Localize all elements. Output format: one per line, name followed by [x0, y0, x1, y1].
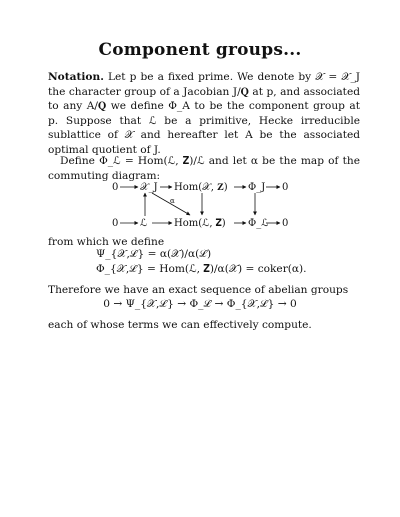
- notation-text: Let p be a fixed prime. We denote by 𝒳 = 𝒳_J the character group of a Jacobian J/𝐐 at p, and associated to any A/𝐐 we define Φ_A to be the component group at p. Suppose that ℒ be a primitive, Hecke irreducible sublattice of 𝒳 and hereafter let A be the associated optimal quotient of J.: [48, 71, 360, 156]
- exact-sequence-intro: Therefore we have an exact sequence of abelian groups: [48, 284, 349, 296]
- diagram-bottom-phil: Φ_ℒ: [248, 218, 269, 229]
- closing-paragraph: each of whose terms we can effectively compute.: [48, 319, 312, 331]
- diagram-bottom-0-left: 0: [112, 218, 119, 229]
- alpha-label: α: [170, 197, 175, 205]
- diagram-bottom-hom: Hom(ℒ, 𝐙): [174, 218, 226, 229]
- notation-label: Notation.: [48, 71, 104, 83]
- diagram-top-0-left: 0: [112, 182, 119, 193]
- diagram-top-phij: Φ_J: [248, 182, 266, 193]
- phi-equation: Φ_{𝒳,ℒ} = Hom(ℒ, 𝐙)/α(𝒳) = coker(α).: [96, 263, 307, 275]
- diagram-top-0-right: 0: [282, 182, 289, 193]
- diagram-bottom-l: ℒ: [140, 218, 148, 229]
- notation-paragraph: [48, 70, 360, 157]
- exact-sequence-equation: 0 → Ψ_{𝒳,ℒ} → Φ_ℒ → Φ_{𝒳,ℒ} → 0: [103, 298, 297, 310]
- diagram-top-hom: Hom(𝒳, 𝐙): [174, 182, 228, 193]
- psi-equation: Ψ_{𝒳,ℒ} = α(𝒳)/α(ℒ): [96, 248, 212, 260]
- diagram-top-xj: 𝒳_J: [140, 182, 158, 193]
- definition-paragraph: Define Φ_ℒ = Hom(ℒ, 𝐙)/ℒ and let α be the map of the commuting diagram:: [48, 155, 360, 182]
- from-which-paragraph: from which we define: [48, 236, 165, 248]
- diagram-bottom-0-right: 0: [282, 218, 289, 229]
- page-title: Component groups...: [98, 40, 302, 60]
- commuting-diagram: [110, 178, 300, 230]
